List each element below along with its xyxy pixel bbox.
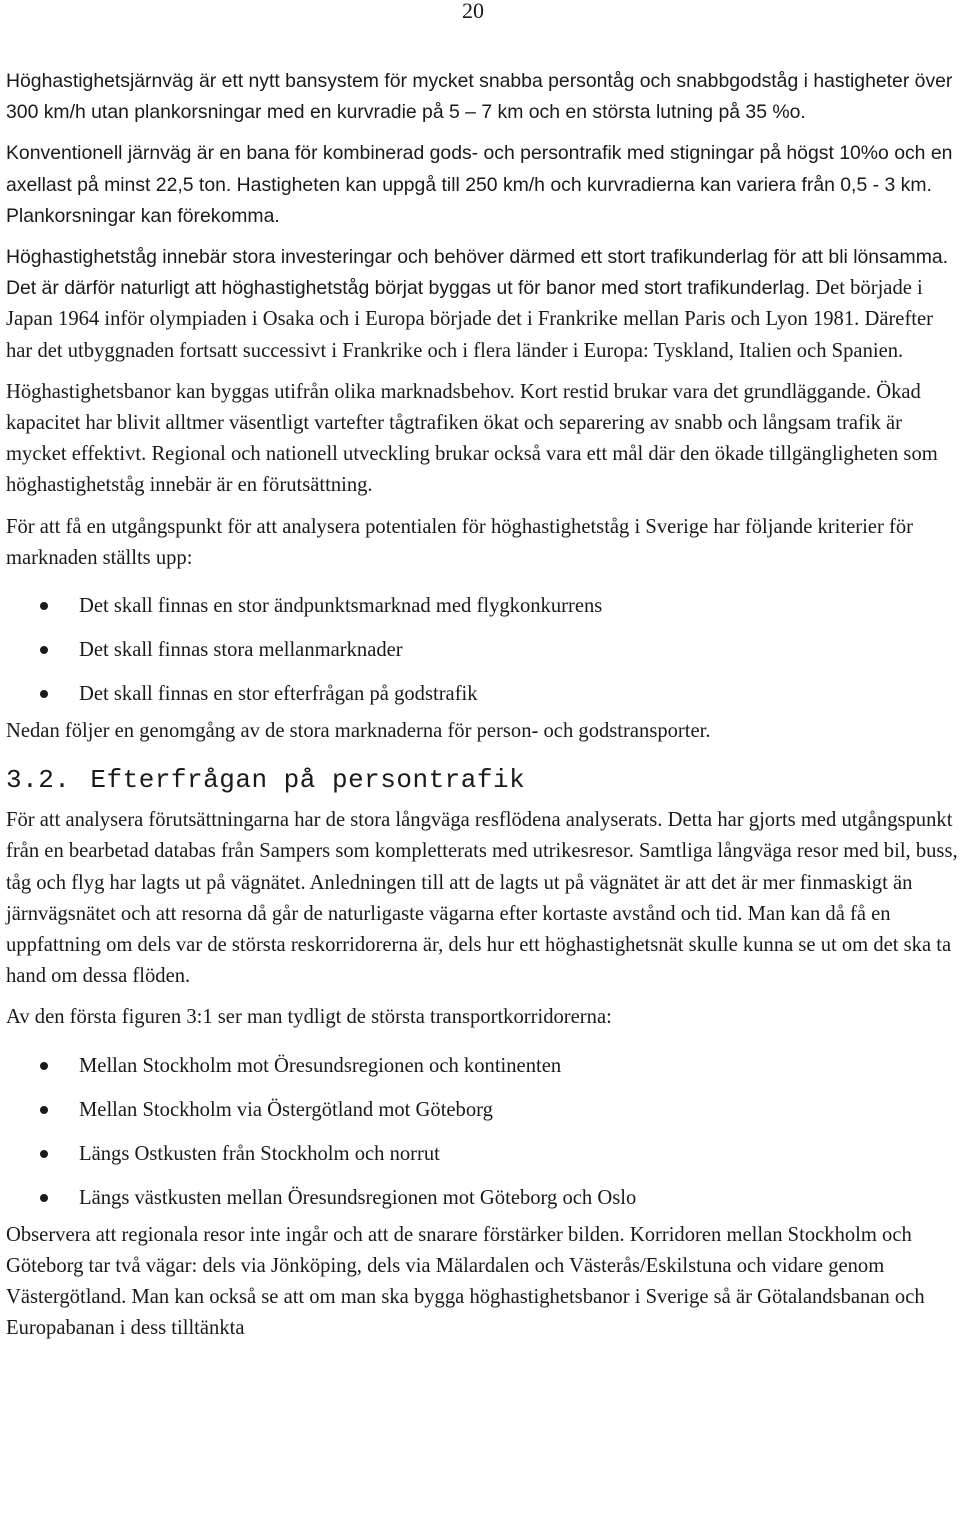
list-item-text: Längs västkusten mellan Öresundsregionen mot Göteborg och Oslo (79, 1186, 637, 1209)
paragraph-conventional-rail-part1: Konventionell järnväg är en bana för kombinerad gods- och persontrafik med stigningar på högst 10%o och en axellast på minst 22,5 ton. (6, 142, 953, 196)
criteria-list (6, 584, 958, 716)
list-item (6, 1044, 958, 1088)
paragraph-investments-part1: Höghastighetståg innebär stora investeringar och behöver därmed ett stort trafikunderlag för att bli lönsamma. Det är därför naturligt att höghastighetståg börjat byggas ut för banor med stort trafikunderlag. (6, 246, 949, 300)
list-item (6, 628, 958, 672)
paragraph-conventional-rail-part2: Hastigheten kan uppgå till 250 km/h och kurvradierna kan variera från 0,5 - 3 km. Plankorsningar kan förekomma. (6, 173, 932, 227)
list-item (6, 1132, 958, 1176)
paragraph-investments (6, 242, 958, 367)
paragraph-investments-part2: Det började i Japan 1964 inför olympiaden i Osaka och i Europa började det i Frankrike mellan Paris och Lyon 1981. Därefter har det utbyggnaden fortsatt successivt i Frankrike och i flera länder i Europa: Tyskland, Italien och Spanien. (6, 277, 934, 362)
paragraph-high-speed-definition: Höghastighetsjärnväg är ett nytt bansystem för mycket snabba persontåg och snabbgodståg i hastigheter över 300 km/h utan plankorsningar med en kurvradie på 5 – 7 km och en största lutning på 35 %o. (6, 70, 953, 124)
list-item (6, 672, 958, 716)
list-item-text: Mellan Stockholm via Östergötland mot Göteborg (79, 1098, 493, 1121)
page-number: 20 (462, 0, 484, 23)
section-number: 3.2. (6, 765, 71, 796)
paragraph-criteria-intro: För att få en utgångspunkt för att analysera potentialen för höghastighetståg i Sverige har följande kriterier för marknaden ställts upp: (6, 515, 913, 569)
paragraph-figure-intro: Av den första figuren 3:1 ser man tydligt de största transportkorridorerna: (6, 1006, 612, 1029)
list-item (6, 584, 958, 628)
list-item (6, 1088, 958, 1132)
paragraph-observations: Observera att regionala resor inte ingår och att de snarare förstärker bilden. Korridoren mellan Stockholm och Göteborg tar två vägar: dels via Jönköping, dels via Mälardalen och Västerås/Eskilstuna och vidare genom Västergötland. Man kan också se att om man ska bygga höghastighetsbanor i Sverige så är Götalandsbanan och Europabanan i dess tilltänkta (6, 1223, 925, 1340)
section-title: Efterfrågan på persontrafik (90, 765, 526, 796)
corridor-list (6, 1044, 958, 1220)
section-heading (6, 761, 958, 799)
document-body (6, 66, 958, 1344)
bullet-icon (40, 1106, 48, 1114)
list-item-text: Mellan Stockholm mot Öresundsregionen och kontinenten (79, 1054, 562, 1077)
paragraph-review-intro: Nedan följer en genomgång av de stora marknaderna för person- och godstransporter. (6, 720, 711, 743)
list-item-text: Det skall finnas stora mellanmarknader (79, 639, 403, 662)
paragraph-conventional-rail (6, 138, 958, 232)
bullet-icon (40, 1194, 48, 1202)
list-item-text: Det skall finnas en stor ändpunktsmarknad med flygkonkurrens (79, 595, 603, 618)
bullet-icon (40, 1062, 48, 1070)
bullet-icon (40, 602, 48, 610)
paragraph-analysis: För att analysera förutsättningarna har de stora långväga resflödena analyserats. Detta har gjorts med utgångspunkt från en bearbetad databas från Sampers som kompletterats med utrikesresor. Samtliga långväga resor med bil, buss, tåg och flyg har lagts ut på vägnätet. Anledningen till att de lagts ut på vägnätet är att det är mer finmaskigt än järnvägsnätet och att resorna då går de naturligaste vägarna efter kortaste avstånd och tid. Man kan då få en uppfattning om dels var de största reskorridorerna är, dels hur ett höghastighetsnät skulle kunna se ut om det ska ta hand om dessa flöden. (6, 809, 958, 988)
bullet-icon (40, 1150, 48, 1158)
bullet-icon (40, 690, 48, 698)
paragraph-market-needs: Höghastighetsbanor kan byggas utifrån olika marknadsbehov. Kort restid brukar vara det grundläggande. Ökad kapacitet har blivit alltmer väsentligt vartefter tågtrafiken ökat och separering av snabb och långsam trafik är mycket effektivt. Regional och nationell utveckling brukar också vara ett mål där den ökade tillgängligheten som höghastighetståg innebär är en förutsättning. (6, 380, 938, 497)
bullet-icon (40, 646, 48, 654)
list-item-text: Det skall finnas en stor efterfrågan på godstrafik (79, 683, 478, 706)
list-item-text: Längs Ostkusten från Stockholm och norrut (79, 1142, 440, 1165)
list-item (6, 1176, 958, 1220)
